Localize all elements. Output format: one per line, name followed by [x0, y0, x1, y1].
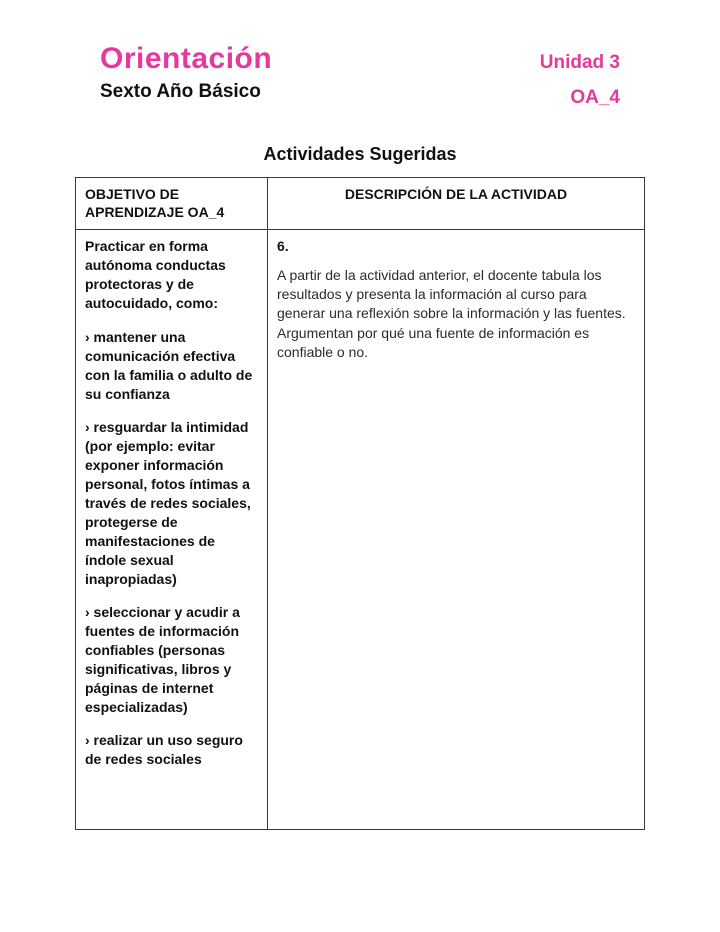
section-title: Actividades Sugeridas [263, 143, 457, 164]
objective-column-header: OBJETIVO DE APRENDIZAJE OA_4 [76, 177, 268, 230]
description-cell [268, 230, 645, 830]
activity-description: A partir de la actividad anterior, el docente tabula los resultados y presenta la información al curso para generar una reflexión sobre la información y las fuentes. Argumentan por qué una fuente de información es confiable o no. [277, 267, 626, 360]
header-right-block [540, 42, 620, 110]
objective-item: › seleccionar y acudir a fuentes de información confiables (personas significativas, libros y páginas de internet especializadas) [85, 603, 240, 716]
grade-subtitle: Sexto Año Básico [100, 80, 261, 102]
objective-cell [76, 230, 268, 830]
subject-title: Orientación [100, 42, 273, 75]
table-header-row [76, 177, 645, 230]
activity-number: 6. [277, 238, 289, 255]
activity-table [75, 177, 645, 831]
description-column-header: DESCRIPCIÓN DE LA ACTIVIDAD [268, 177, 645, 230]
header-left-block [100, 42, 272, 103]
oa-code-label: OA_4 [570, 86, 620, 108]
objective-item: › resguardar la intimidad (por ejemplo: evitar exponer información personal, fotos íntimas a través de redes sociales, protegerse de manifestaciones de índole sexual inapropiadas) [85, 418, 251, 587]
objective-item: › mantener una comunicación efectiva con la familia o adulto de su confianza [85, 328, 253, 402]
objective-intro: Practicar en forma autónoma conductas protectoras y de autocuidado, como: [85, 238, 226, 312]
objective-item: › realizar un uso seguro de redes sociales [85, 732, 243, 768]
table-body-row [76, 230, 645, 830]
unit-label: Unidad 3 [539, 52, 620, 73]
document-header [0, 0, 720, 110]
